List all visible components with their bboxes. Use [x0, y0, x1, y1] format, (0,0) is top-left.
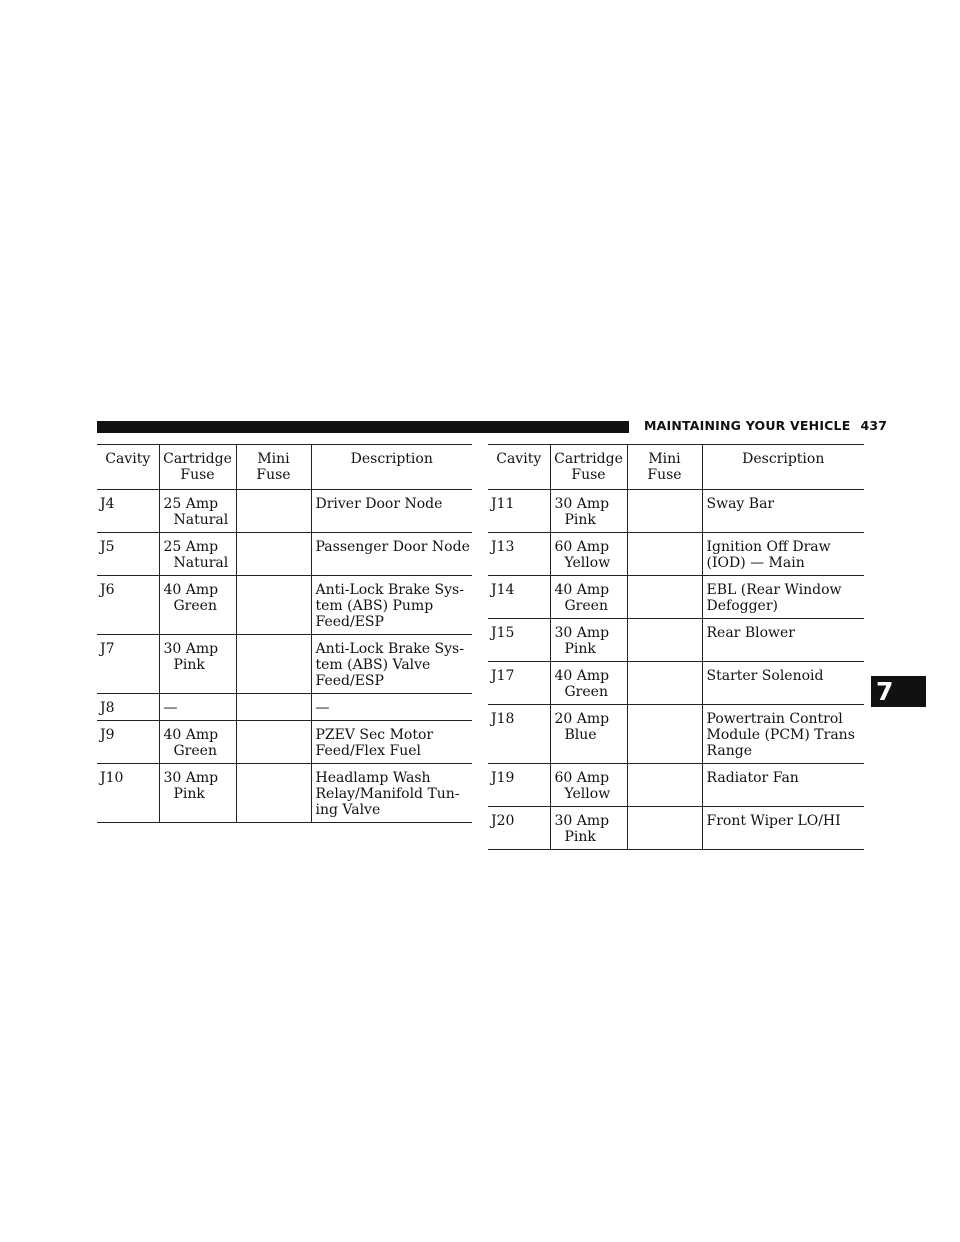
description-cell — [311, 694, 472, 721]
cell-line: Green — [173, 743, 217, 759]
cavity-cell: J13 — [488, 533, 550, 576]
cavity-cell: J6 — [97, 576, 159, 635]
cartridge-fuse-cell — [550, 490, 627, 533]
cell-line: Pink — [564, 829, 596, 845]
cell-line: Cavity — [105, 451, 151, 467]
table-row — [488, 576, 864, 619]
cell-line: tem (ABS) Pump — [315, 598, 434, 614]
fuse-table-left — [97, 444, 472, 823]
cell-line: 30 Amp — [163, 641, 219, 657]
mini-fuse-cell — [236, 635, 311, 694]
header-cartridge-fuse — [159, 445, 236, 490]
cavity-cell: J20 — [488, 807, 550, 850]
cell-line: 20 Amp — [554, 711, 610, 727]
cell-line: Anti-Lock Brake Sys- — [315, 582, 464, 598]
cell-line: Starter Solenoid — [706, 668, 824, 684]
description-cell — [702, 662, 864, 705]
description-cell — [311, 764, 472, 823]
description-cell — [311, 576, 472, 635]
mini-fuse-cell — [627, 490, 702, 533]
cavity-cell: J11 — [488, 490, 550, 533]
mini-fuse-cell — [236, 490, 311, 533]
cell-line: Description — [350, 451, 433, 467]
header-description — [702, 445, 864, 490]
cell-line: Powertrain Control — [706, 711, 843, 727]
cell-line: Feed/ESP — [315, 614, 384, 630]
header-mini-fuse — [236, 445, 311, 490]
table-row — [97, 635, 472, 694]
cavity-cell: J18 — [488, 705, 550, 764]
mini-fuse-cell — [627, 619, 702, 662]
description-cell — [311, 721, 472, 764]
table-row — [488, 807, 864, 850]
cartridge-fuse-cell — [159, 533, 236, 576]
table-row — [97, 694, 472, 721]
description-cell — [702, 705, 864, 764]
cartridge-fuse-cell — [159, 694, 236, 721]
table-row — [488, 619, 864, 662]
mini-fuse-cell — [627, 705, 702, 764]
cell-line: Description — [742, 451, 825, 467]
description-cell — [702, 619, 864, 662]
cartridge-fuse-cell — [159, 490, 236, 533]
table-row — [488, 764, 864, 807]
cell-line: ing Valve — [315, 802, 381, 818]
cell-line: Yellow — [564, 555, 611, 571]
mini-fuse-cell — [627, 576, 702, 619]
cell-line: Cartridge — [163, 451, 232, 467]
table-row — [488, 662, 864, 705]
table-header-row — [488, 445, 864, 490]
cavity-cell: J9 — [97, 721, 159, 764]
cell-line: Passenger Door Node — [315, 539, 470, 555]
cell-line: 40 Amp — [163, 727, 219, 743]
fuse-table-right — [488, 444, 864, 850]
header-rule — [97, 421, 629, 433]
mini-fuse-cell — [236, 576, 311, 635]
cavity-cell: J15 — [488, 619, 550, 662]
cell-line: 25 Amp — [163, 496, 219, 512]
table-row — [488, 705, 864, 764]
description-cell — [702, 764, 864, 807]
cell-line: PZEV Sec Motor — [315, 727, 434, 743]
cell-line: Green — [564, 684, 608, 700]
description-cell — [702, 490, 864, 533]
cell-line: Pink — [173, 657, 205, 673]
mini-fuse-cell — [627, 807, 702, 850]
cell-line: 40 Amp — [554, 582, 610, 598]
cell-line: Blue — [564, 727, 597, 743]
mini-fuse-cell — [627, 533, 702, 576]
cell-line: Natural — [173, 512, 229, 528]
section-title: MAINTAINING YOUR VEHICLE — [644, 418, 851, 433]
description-cell — [311, 533, 472, 576]
cell-line: 30 Amp — [554, 813, 610, 829]
cartridge-fuse-cell — [159, 721, 236, 764]
cell-line: Defogger) — [706, 598, 778, 614]
cell-line: Pink — [173, 786, 205, 802]
cell-line: EBL (Rear Window — [706, 582, 842, 598]
cell-line: 40 Amp — [554, 668, 610, 684]
cell-line: Front Wiper LO/HI — [706, 813, 841, 829]
cell-line: Mini — [257, 451, 290, 467]
cavity-cell: J17 — [488, 662, 550, 705]
cell-line: 40 Amp — [163, 582, 219, 598]
cell-line: 30 Amp — [554, 625, 610, 641]
cell-line: Feed/ESP — [315, 673, 384, 689]
cartridge-fuse-cell — [159, 576, 236, 635]
header-description — [311, 445, 472, 490]
cartridge-fuse-cell — [550, 533, 627, 576]
description-cell — [702, 576, 864, 619]
cavity-cell: J4 — [97, 490, 159, 533]
cell-line: Pink — [564, 512, 596, 528]
cell-line: Green — [564, 598, 608, 614]
cavity-cell: J8 — [97, 694, 159, 721]
cell-line: Fuse — [256, 467, 291, 483]
cartridge-fuse-cell — [550, 764, 627, 807]
cell-line: Relay/Manifold Tun- — [315, 786, 460, 802]
cell-line: — — [315, 700, 330, 716]
cell-line: tem (ABS) Valve — [315, 657, 431, 673]
table-row — [97, 490, 472, 533]
mini-fuse-cell — [236, 694, 311, 721]
table-header-row — [97, 445, 472, 490]
table-row — [97, 764, 472, 823]
mini-fuse-cell — [627, 662, 702, 705]
running-header — [644, 418, 887, 433]
cavity-cell: J5 — [97, 533, 159, 576]
cavity-cell: J19 — [488, 764, 550, 807]
table-row — [488, 533, 864, 576]
cell-line: Green — [173, 598, 217, 614]
cartridge-fuse-cell — [550, 705, 627, 764]
cell-line: Cavity — [496, 451, 542, 467]
cell-line: Fuse — [647, 467, 682, 483]
cell-line: Yellow — [564, 786, 611, 802]
cell-line: 30 Amp — [554, 496, 610, 512]
cell-line: 60 Amp — [554, 770, 610, 786]
description-cell — [702, 807, 864, 850]
cavity-cell: J14 — [488, 576, 550, 619]
cell-line: Fuse — [180, 467, 215, 483]
cell-line: Pink — [564, 641, 596, 657]
cell-line: Mini — [648, 451, 681, 467]
description-cell — [702, 533, 864, 576]
cartridge-fuse-cell — [550, 807, 627, 850]
header-cartridge-fuse — [550, 445, 627, 490]
cell-line: Module (PCM) Trans — [706, 727, 855, 743]
header-cavity — [488, 445, 550, 490]
cartridge-fuse-cell — [159, 635, 236, 694]
cell-line: 60 Amp — [554, 539, 610, 555]
cartridge-fuse-cell — [550, 619, 627, 662]
table-row — [97, 721, 472, 764]
table-row — [488, 490, 864, 533]
cell-line: Range — [706, 743, 752, 759]
cartridge-fuse-cell — [550, 576, 627, 619]
cartridge-fuse-cell — [159, 764, 236, 823]
cell-line: Natural — [173, 555, 229, 571]
cell-line: Driver Door Node — [315, 496, 443, 512]
description-cell — [311, 635, 472, 694]
cell-line: Cartridge — [554, 451, 623, 467]
mini-fuse-cell — [627, 764, 702, 807]
cell-line: Fuse — [571, 467, 606, 483]
cell-line: Rear Blower — [706, 625, 795, 641]
cell-line: Feed/Flex Fuel — [315, 743, 422, 759]
header-cavity — [97, 445, 159, 490]
table-row — [97, 576, 472, 635]
cell-line: 30 Amp — [163, 770, 219, 786]
mini-fuse-cell — [236, 721, 311, 764]
cell-line: Ignition Off Draw — [706, 539, 831, 555]
cell-line: Radiator Fan — [706, 770, 799, 786]
cartridge-fuse-cell — [550, 662, 627, 705]
cell-line: Sway Bar — [706, 496, 775, 512]
cell-line: Headlamp Wash — [315, 770, 431, 786]
mini-fuse-cell — [236, 764, 311, 823]
header-mini-fuse — [627, 445, 702, 490]
table-row — [97, 533, 472, 576]
mini-fuse-cell — [236, 533, 311, 576]
cell-line: — — [163, 700, 178, 716]
description-cell — [311, 490, 472, 533]
chapter-tab: 7 — [871, 676, 926, 707]
cavity-cell: J7 — [97, 635, 159, 694]
cell-line: (IOD) — Main — [706, 555, 805, 571]
cavity-cell: J10 — [97, 764, 159, 823]
cell-line: Anti-Lock Brake Sys- — [315, 641, 464, 657]
page-number: 437 — [860, 418, 888, 433]
cell-line: 25 Amp — [163, 539, 219, 555]
